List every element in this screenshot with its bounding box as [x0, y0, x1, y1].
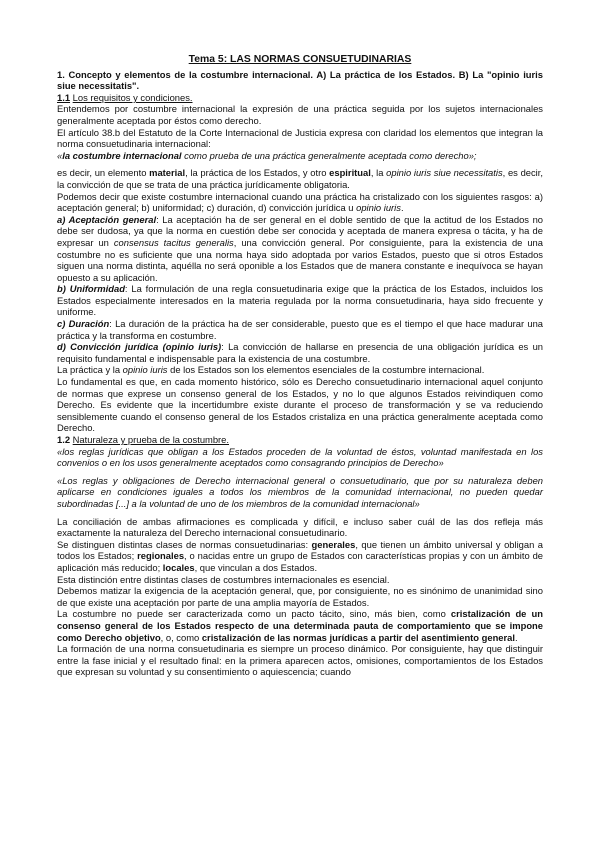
subsection-title: Los requisitos y condiciones.: [72, 91, 193, 103]
paragraph-duration: c) Duración: La duración de la práctica ha de ser considerable, puesto que es el tiempo el que hace madurar una práctica y la transforma en costumbre.: [57, 318, 543, 341]
trait-label: c) Duración: [57, 318, 110, 330]
quote-objectivist: «Los reglas y obligaciones de Derecho internacional general o consuetudinario, que por su naturaleza deben aplicarse en condiciones iguales a todos los miembros de la comunidad internacional, no pueden quedar subordinadas [...] a la voluntad de uno de los miembros de la comunidad internacional»: [57, 474, 543, 509]
paragraph-conciliation: La conciliación de ambas afirmaciones es complicada y difícil, e incluso saber cuál de las dos refleja más exactamente la naturaleza del Derecho internacional consuetudinario.: [57, 515, 543, 539]
paragraph-crystallization: La costumbre no puede ser caracterizada como un pacto tácito, sino, más bien, como cristalización de un consenso general de los Estados respecto de una determinada pauta de comportamiento que se impone como Derecho objetivo, o, como cristalización de las normas jurídicas a partir del asentimiento general.: [57, 608, 543, 643]
quote-article-38: [57, 150, 543, 162]
paragraph-historical-moment: Lo fundamental es que, en cada momento histórico, sólo es Derecho consuetudinario internacional aquel conjunto de normas que exprese un consenso general de los Estados, y no lo que algunos Estados reivindiquen como Derecho. Es evidente que la incertidumbre existe durante el proceso de transformación y se va reduciendo sensiblemente cuando el consenso general de los Estados cristaliza en una práctica generalmente aceptada como Derecho.: [57, 376, 543, 434]
document-page: [57, 54, 543, 678]
paragraph-traits: Podemos decir que existe costumbre internacional cuando una práctica ha cristalizado con los siguientes rasgos: a) aceptación general; b) uniformidad; c) duración, d) convicción jurídica u opinio iuris.: [57, 190, 543, 214]
paragraph-dynamic-process: La formación de una norma consuetudinaria es siempre un proceso dinámico. Por consiguiente, hay que distinguir entre la fase inicial y el resultado final: en la primera aparecen actos, omisiones, comportamientos de los Estados que expresan su voluntad y su consentimiento o aquiescencia; cuando: [57, 643, 543, 678]
paragraph-uniformity: b) Uniformidad: La formulación de una regla consuetudinaria exige que la práctica de los Estados, incluidos los Estados especialmente interesados en la materia regulada por la norma consuetudinaria, haya sido frecuente y uniforme.: [57, 283, 543, 318]
subsection-title: Naturaleza y prueba de la costumbre.: [72, 434, 229, 445]
quote-rest: como prueba de una práctica generalmente aceptada como derecho»;: [181, 149, 477, 161]
subsection-number: 1.2: [57, 434, 71, 445]
paragraph-distinction: Esta distinción entre distintas clases de costumbres internacionales es esencial.: [57, 573, 390, 585]
paragraph-general-acceptance: a) Aceptación general: La aceptación ha de ser general en el doble sentido de que la actitud de los Estados no debe ser dudosa, ya que la norma en cuestión debe ser conocida y aceptada de manera expresa o tácita, y ha de expresar un consensus tacitus generalis, una convicción general. Por consiguiente, para la existencia de una costumbre no es suficiente que una norma haya sido adoptada por varios Estados, puesto que si otros Estados siguen una norma distinta, aquélla no será oponible a los Estados que de manera constante e inequívoca se hayan opuesto a su aplicación.: [57, 213, 544, 283]
trait-label: d) Convicción jurídica (opinio iuris): [57, 341, 222, 353]
section-heading-1: 1. Concepto y elementos de la costumbre internacional. A) La práctica de los Estados. B) La "opinio iuris siue necessitatis".: [57, 68, 543, 92]
quote-bold-term: la costumbre internacional: [62, 149, 182, 161]
paragraph-article-38: El artículo 38.b del Estatuto de la Corte Internacional de Justicia expresa con claridad los elementos que integran la norma consuetudinaria internacional:: [57, 126, 543, 150]
subsection-number: 1.1: [57, 91, 71, 103]
paragraph-majority: Debemos matizar la exigencia de la aceptación general, que, por consiguiente, no es sinónimo de unanimidad sino de que existe una aceptación por parte de una amplia mayoría de Estados.: [57, 585, 543, 608]
quote-open: «: [57, 149, 63, 161]
paragraph-essential-elements: La práctica y la opinio iuris de los Estados son los elementos esenciales de la costumbre internacional.: [57, 364, 485, 376]
paragraph-elements: es decir, un elemento material, la práctica de los Estados, y otro espiritual, la opinio iuris siue necessitatis, es decir, la convicción de que se trata de una práctica jurídicamente obligatoria.: [57, 167, 543, 190]
subsection-heading-1-2: [57, 434, 543, 446]
paragraph-classes: Se distinguen distintas clases de normas consuetudinarias: generales, que tienen un ámbito universal y obligan a todos los Estados; regionales, o nacidas entre un grupo de Estados con características propias y con un ámbito de aplicación más reducido; locales, que vinculan a dos Estados.: [57, 538, 544, 573]
page-title: Tema 5: LAS NORMAS CONSUETUDINARIAS: [188, 54, 412, 65]
trait-label: b) Uniformidad: [57, 283, 125, 295]
subsection-heading-1-1: [57, 92, 543, 104]
trait-label: a) Aceptación general: [57, 213, 157, 225]
paragraph-definition: Entendemos por costumbre internacional la expresión de una práctica seguida por los sujetos internacionales generalmente aceptada por éstos como derecho.: [57, 103, 543, 126]
paragraph-opinio-iuris: d) Convicción jurídica (opinio iuris): La convicción de hallarse en presencia de una obligación jurídica es un requisito fundamental e indispensable para la existencia de una costumbre.: [57, 341, 543, 364]
quote-voluntarist: «los reglas jurídicas que obligan a los Estados proceden de la voluntad de éstos, voluntad manifestada en los convenios o en los usos generalmente aceptados como consagrando principios de Derecho»: [57, 445, 543, 469]
